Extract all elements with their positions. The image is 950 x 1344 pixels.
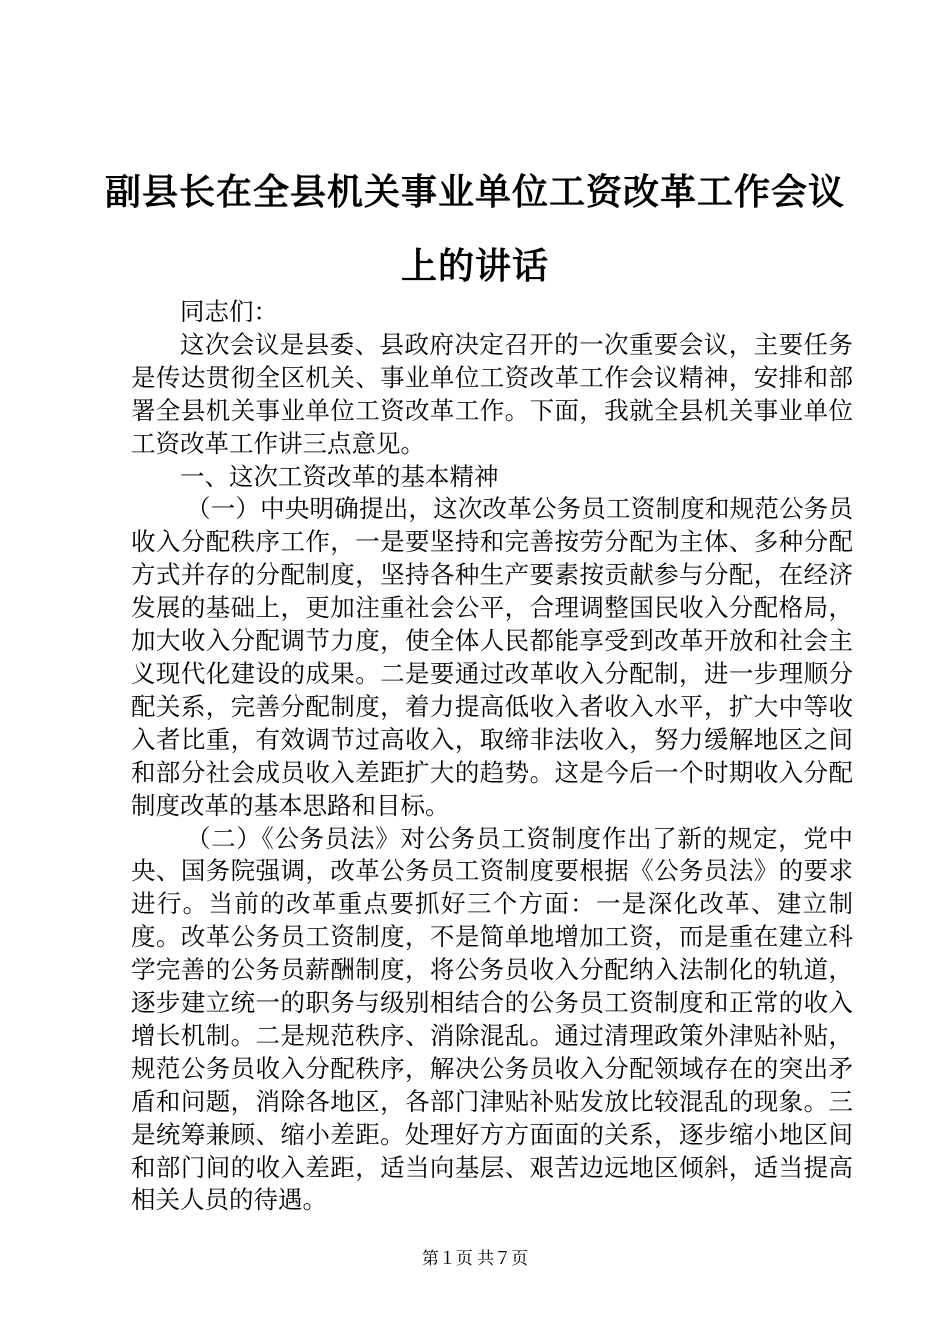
salutation: 同志们： [180,297,278,326]
section-heading: 一、这次工资改革的基本精神 [180,461,499,491]
page-footer: 第１页 共７页 [421,1249,529,1268]
document-title-line-2: 上的讲话 [400,245,549,287]
body-paragraph: （一）中央明确提出，这次改革公务员工资制度和规范公务员收入分配秩序工作，一是要坚持和完善按劳分配为主体、多种分配方式并存的分配制度，坚持各种生产要素按贡献参与分配，在经济发展的基础上，更加注重社会公平，合理调整国民收入分配格局，加大收入分配调节力度，使全体人民都能享受到改革开放和社会主义现代化建设的成果。二是要通过改革收入分配制，进一步理顺分配关系，完善分配制度，着力提高低收入者收入水平，扩大中等收入者比重，有效调节过高收入，取缔非法收入，努力缓解地区之间和部分社会成员收入差距扩大的趋势。这是今后一个时期收入分配制度改革的基本思路和目标。 [131,494,853,820]
body-paragraph: （二）《公务员法》对公务员工资制度作出了新的规定，党中央、国务院强调，改革公务员工资制度要根据《公务员法》的要求进行。当前的改革重点要抓好三个方面：一是深化改革、建立制度。改革公务员工资制度，不是简单地增加工资，而是重在建立科学完善的公务员薪酬制度，将公务员收入分配纳入法制化的轨道，逐步建立统一的职务与级别相结合的公务员工资制度和正常的收入增长机制。二是规范秩序、消除混乱。通过清理政策外津贴补贴，规范公务员收入分配秩序，解决公务员收入分配领域存在的突出矛盾和问题，消除各地区，各部门津贴补贴发放比较混乱的现象。三是统筹兼顾、缩小差距。处理好方方面面的关系，逐步缩小地区间和部门间的收入差距，适当向基层、艰苦边远地区倾斜，适当提高相关人员的待遇。 [131,823,853,1215]
document-body [131,296,853,1217]
document-title-line-1: 副县长在全县机关事业单位工资改革工作会议 [104,171,845,213]
intro-paragraph: 这次会议是县委、县政府决定召开的一次重要会议，主要任务是传达贯彻全区机关、事业单位工资改革工作会议精神，安排和部署全县机关事业单位工资改革工作。下面，我就全县机关事业单位工资改革工作讲三点意见。 [131,329,853,458]
